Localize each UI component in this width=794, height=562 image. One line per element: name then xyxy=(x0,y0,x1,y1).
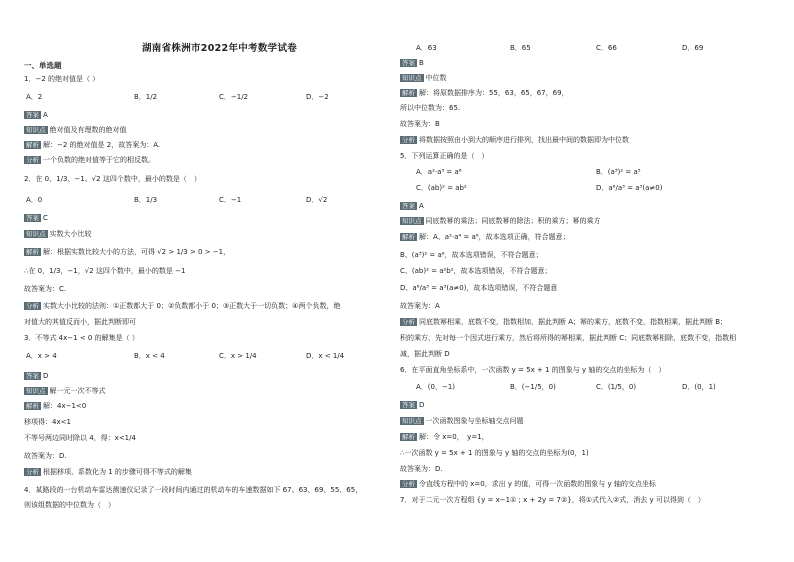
q4-explain: 解析 解：将原数据排序为：55，63，65，67，69， xyxy=(402,89,569,97)
q2-analysis-line2: 对值大的其值反而小，据此判断即可 xyxy=(24,318,136,326)
question-4: 4．某路段的一台机动车雷达测速仪记录了一段时间内通过的机动车的车速数据如下 67、63、69、55、65， xyxy=(24,486,363,494)
q1-analysis: 分析 一个负数的绝对值等于它的相反数。 xyxy=(26,156,155,164)
q3-option-c: C．x > 1/4 xyxy=(219,352,257,360)
q5-option-a: A．a²·a³ = a⁶ xyxy=(416,168,462,176)
q5-answer: 答案 A xyxy=(402,202,424,210)
q1-answer: 答案 A xyxy=(26,111,48,119)
q5-knowledge: 知识点 同底数幂的乘法；同底数幂的除法；积的乘方；幂的乘方 xyxy=(402,217,601,225)
q6-answer: 答案 D xyxy=(402,401,425,409)
q3-knowledge: 知识点 解一元一次不等式 xyxy=(26,387,106,395)
q5-explain-line5: 故答案为：A xyxy=(400,302,440,310)
q4-analysis: 分析 将数据按照由小到大的顺序进行排列，找出最中间的数据即为中位数 xyxy=(402,136,629,144)
question-6: 6．在平面直角坐标系中，一次函数 y = 5x + 1 的图象与 y 轴的交点的坐标为（ ） xyxy=(400,366,666,374)
q6-option-c: C．(1/5，0) xyxy=(596,383,637,391)
page-title: 湖南省株洲市2022年中考数学试卷 xyxy=(142,43,298,54)
q2-analysis: 分析 实数大小比较的法则：①正数都大于 0；②负数都小于 0；③正数大于一切负数；④两个负数，绝 xyxy=(26,302,341,310)
q5-analysis: 分析 同底数幂相乘，底数不变，指数相加，据此判断 A；幂的乘方，底数不变，指数相乘，据此判断 B； xyxy=(402,318,728,326)
right-column xyxy=(400,0,772,562)
q1-option-d: D．−2 xyxy=(306,93,329,101)
q4-answer: 答案 B xyxy=(402,59,424,67)
question-4-line2: 则该组数据的中位数为（ ） xyxy=(24,501,115,509)
q4-explain-line2: 所以中位数为：65. xyxy=(400,104,461,112)
q5-analysis-line2: 积的乘方，先对每一个因式进行乘方，然后将所得的幂相乘，据此判断 C；同底数幂相除，底数不变，指数相 xyxy=(400,334,737,342)
q1-option-c: C．−1/2 xyxy=(219,93,249,101)
q3-explain-line4: 故答案为：D. xyxy=(24,452,67,460)
q2-explain-line3: 故答案为：C. xyxy=(24,285,67,293)
q2-option-b: B．1/3 xyxy=(134,196,158,204)
q2-option-d: D．√2 xyxy=(306,196,328,204)
q4-explain-line3: 故答案为：B xyxy=(400,120,440,128)
q4-option-c: C．66 xyxy=(596,44,617,52)
q5-explain-line4: D、a⁶/a³ = a³(a≠0)，故本选项错误，不符合题意 xyxy=(400,284,558,292)
question-1: 1．−2 的绝对值是（ ） xyxy=(24,75,100,83)
left-column xyxy=(24,0,396,562)
q3-explain-line3: 不等号两边同时除以 4，得：x<1/4 xyxy=(24,434,136,442)
q5-analysis-line3: 减，据此判断 D xyxy=(400,350,450,358)
q6-option-a: A．(0，−1) xyxy=(416,383,456,391)
q5-option-c: C．(ab)² = ab² xyxy=(416,184,467,192)
q5-explain: 解析 解：A、a²·a⁴ = a⁶，故本选项正确，符合题意； xyxy=(402,233,570,241)
q4-knowledge: 知识点 中位数 xyxy=(402,74,447,82)
q3-option-d: D．x < 1/4 xyxy=(306,352,345,360)
q6-option-b: B．(−1/5，0) xyxy=(510,383,556,391)
q3-analysis: 分析 根据移项、系数化为 1 的步骤可得不等式的解集 xyxy=(26,468,192,476)
q2-option-c: C．−1 xyxy=(219,196,242,204)
q3-explain: 解析 解：4x−1<0 xyxy=(26,402,87,410)
q3-option-a: A．x > 4 xyxy=(26,352,57,360)
q5-explain-line2: B、(a³)² = a⁶，故本选项错误，不符合题意； xyxy=(400,251,543,259)
question-2: 2．在 0、1/3、−1、√2 这四个数中，最小的数是（ ） xyxy=(24,175,201,183)
section-heading: 一、单选题 xyxy=(24,61,62,70)
q3-explain-line2: 移项得：4x<1 xyxy=(24,418,71,426)
q3-option-b: B．x < 4 xyxy=(134,352,165,360)
q4-option-d: D．69 xyxy=(682,44,704,52)
q2-explain: 解析 解：根据实数比较大小的方法，可得 √2 > 1/3 > 0 > −1， xyxy=(26,248,231,256)
q2-explain-line2: ∴在 0，1/3，−1，√2 这四个数中，最小的数是 −1 xyxy=(24,267,186,275)
q6-option-d: D．(0，1) xyxy=(682,383,716,391)
q4-option-a: A．63 xyxy=(416,44,437,52)
q1-knowledge: 知识点 绝对值及有理数的绝对值 xyxy=(26,126,127,134)
q6-explain: 解析 解：令 x=0， y=1， xyxy=(402,433,489,441)
q1-option-a: A．2 xyxy=(26,93,43,101)
q3-answer: 答案 D xyxy=(26,372,49,380)
q2-option-a: A．0 xyxy=(26,196,43,204)
question-5: 5．下列运算正确的是（ ） xyxy=(400,152,489,160)
q5-option-b: B．(a³)² = a⁵ xyxy=(596,168,641,176)
q6-explain-line3: 故答案为：D. xyxy=(400,465,443,473)
question-7: 7．对于二元一次方程组 {y = x−1① ; x + 2y = 7②}，将①式代入②式，消去 y 可以得到（ ） xyxy=(400,496,705,504)
q6-analysis: 分析 令直线方程中的 x=0，求出 y 的值，可得一次函数的图象与 y 轴的交点坐标 xyxy=(402,480,656,488)
question-3: 3．不等式 4x−1 < 0 的解集是（ ） xyxy=(24,334,139,342)
q5-explain-line3: C、(ab)² = a²b²，故本选项错误，不符合题意； xyxy=(400,267,552,275)
q1-option-b: B．1/2 xyxy=(134,93,158,101)
q2-answer: 答案 C xyxy=(26,214,48,222)
q5-option-d: D．a⁶/a³ = a³(a≠0) xyxy=(596,184,663,192)
q2-knowledge: 知识点 实数大小比较 xyxy=(26,230,92,238)
q4-option-b: B．65 xyxy=(510,44,531,52)
q1-explain: 解析 解：−2 的绝对值是 2，故答案为：A. xyxy=(26,141,161,149)
q6-explain-line2: ∴一次函数 y = 5x + 1 的图象与 y 轴的交点的坐标为(0，1) xyxy=(400,449,589,457)
q6-knowledge: 知识点 一次函数图象与坐标轴交点问题 xyxy=(402,417,524,425)
